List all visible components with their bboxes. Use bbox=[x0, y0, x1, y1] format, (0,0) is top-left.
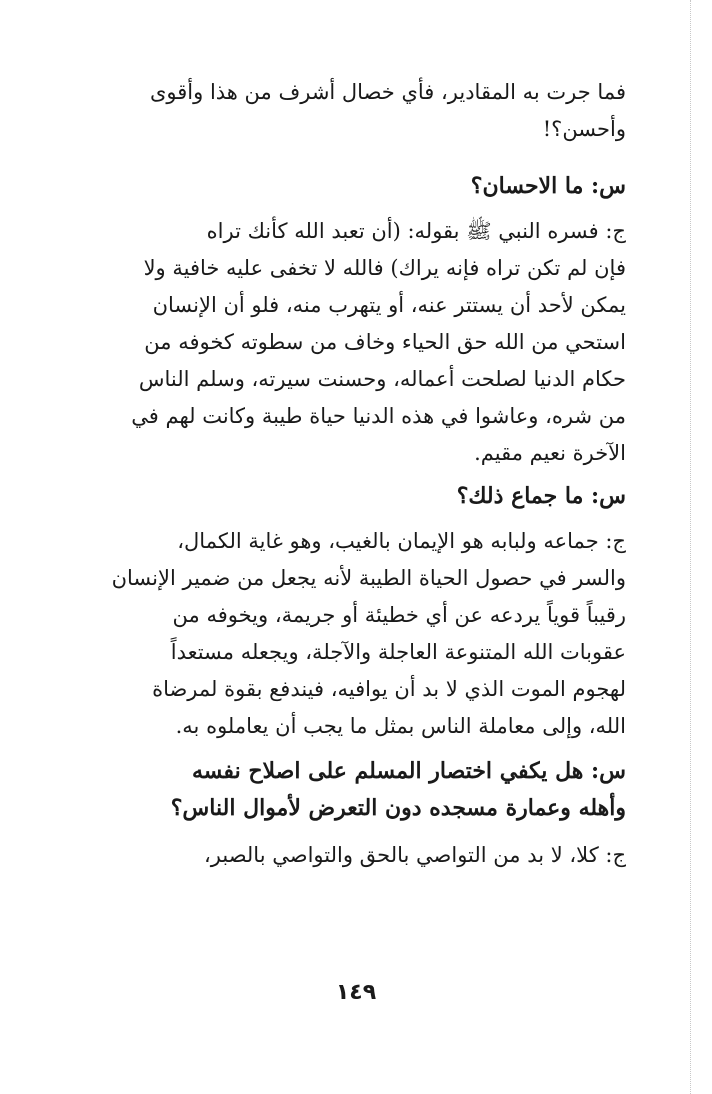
paragraph-line: وأحسن؟! bbox=[542, 117, 626, 141]
answer-line: الآخرة نعيم مقيم. bbox=[474, 441, 626, 465]
answer-line: استحي من الله حق الحياء وخاف من سطوته كخوفه من bbox=[144, 330, 626, 354]
answer-line: الله، وإلى معاملة الناس بمثل ما يجب أن يعاملوه به. bbox=[175, 714, 626, 738]
answer-line: عقوبات الله المتنوعة العاجلة والآجلة، ويجعله مستعداً bbox=[170, 640, 626, 664]
paragraph-line: فما جرت به المقادير، فأي خصال أشرف من هذا وأقوى bbox=[149, 80, 626, 104]
page-edge-divider bbox=[690, 0, 691, 1094]
question-heading: س: ما جماع ذلك؟ bbox=[456, 483, 626, 509]
page-text bbox=[96, 74, 626, 874]
answer-line: ج: جماعه ولبابه هو الإيمان بالغيب، وهو غاية الكمال، bbox=[177, 529, 626, 553]
page-number: ١٤٩ bbox=[335, 980, 377, 1005]
answer-line: ج: كلا، لا بد من التواصي بالحق والتواصي بالصبر، bbox=[204, 843, 626, 867]
answer-line: فإن لم تكن تراه فإنه يراك) فالله لا تخفى عليه خافية ولا bbox=[143, 256, 626, 280]
question-heading: س: ما الاحسان؟ bbox=[470, 173, 626, 199]
answer-line: والسر في حصول الحياة الطيبة لأنه يجعل من ضمير الإنسان bbox=[111, 566, 626, 590]
answer-line: حكام الدنيا لصلحت أعماله، وحسنت سيرته، وسلم الناس bbox=[138, 367, 626, 391]
answer-line: من شره، وعاشوا في هذه الدنيا حياة طيبة وكانت لهم في bbox=[131, 404, 626, 428]
answer-line: يمكن لأحد أن يستتر عنه، أو يتهرب منه، فلو أن الإنسان bbox=[152, 293, 626, 317]
answer-line: لهجوم الموت الذي لا بد أن يوافيه، فيندفع بقوة لمرضاة bbox=[152, 677, 626, 701]
question-heading: س: هل يكفي اختصار المسلم على اصلاح نفسه bbox=[192, 758, 626, 784]
answer-line: ج: فسره النبي ﷺ بقوله: (أن تعبد الله كأنك تراه bbox=[206, 219, 626, 243]
question-heading: وأهله وعمارة مسجده دون التعرض لأموال الناس؟ bbox=[170, 795, 626, 821]
answer-line: رقيباً قوياً يردعه عن أي خطيئة أو جريمة، ويخوفه من bbox=[172, 603, 626, 627]
